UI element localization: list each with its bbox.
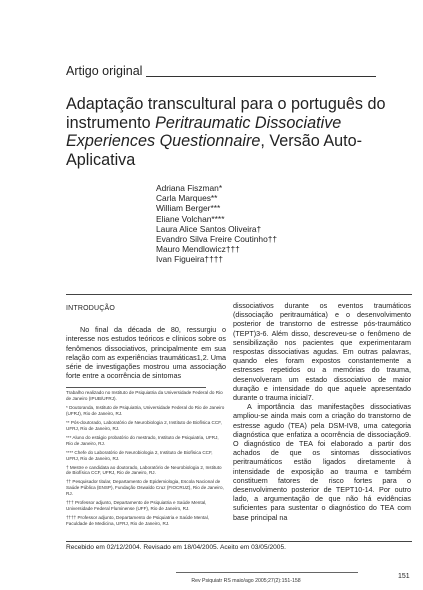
- footnote: †† Pesquisador titular, Departamento de Epidemiologia, Escola Nacional de Saúde Pública (ENSP), Fundação Oswaldo Cruz (FIOCRUZ), Rio de Janeiro, RJ.: [66, 479, 224, 497]
- author-name: William Berger***: [156, 203, 221, 214]
- received-dates: Recebido em 02/12/2004. Revisado em 18/04/2005. Aceito em 03/05/2005.: [66, 544, 286, 551]
- footnote: ††† Professor adjunto, Departamento de Psiquiatria e Saúde Mental, Universidade Federal Fluminense (UFF), Rio de Janeiro, RJ.: [66, 500, 207, 512]
- footnote-divider: [66, 387, 206, 388]
- intro-paragraph: No final da década de 80, ressurgiu o interesse nos estudos teóricos e clínicos sobre os fenômenos dissociativos, principalmente em sua relação com as experiências traumáticas1,2. Uma série de investigações mostrou uma associação forte entre a ocorrência de sintomas: [66, 325, 226, 381]
- journal-rule: [176, 572, 358, 573]
- title-part-1: Adaptação transcultural para o português do instrumento: [66, 95, 386, 132]
- header-divider: [66, 294, 412, 295]
- footer-divider: [66, 541, 412, 542]
- journal-reference: Rev Psiquiatr RS maio/ago 2005;27(2):151-158: [191, 578, 301, 584]
- author-name: Carla Marques**: [156, 193, 218, 204]
- author-name: Mauro Mendlowicz†††: [156, 244, 240, 255]
- body-paragraph: dissociativos durante os eventos traumáticos (dissociação peritraumática) e o desenvolvimento posterior de transtorno de estresse pós-traumático (TEPT)3-6. Além disso, descreveu-se o fenômeno de sensibilização nos pacientes que experimentaram respostas dissociativas agudas. Em outras palavras, quando eles foram expostos constantemente a estresses repetidos ou a memórias do trauma, desenvolveram um estado dissociativo de maior duração e intensidade do que aquele apresentado durante o trauma inicial7.: [233, 301, 411, 403]
- article-title: [66, 95, 386, 169]
- author-name: Laura Alice Santos Oliveira†: [156, 223, 262, 234]
- left-column: [66, 300, 226, 380]
- footnotes: [66, 390, 226, 530]
- author-name: Adriana Fiszman*: [156, 183, 223, 193]
- author-name: Ivan Figueira††††: [156, 254, 224, 265]
- author-name: Evandro Silva Freire Coutinho††: [156, 234, 278, 245]
- footnote: ** Pós-doutorado, Laboratório de Neurobiologia 2, Instituto de Biofísica CCF, UFRJ, Rio de Janeiro, RJ.: [66, 419, 222, 431]
- body-paragraph: A importância das manifestações dissociativas ampliou-se ainda mais com a criação do transtorno de estresse agudo (TEA) pela DSM-IV8, uma categoria diagnóstica que enfatiza a ocorrência de dissociação9. O diagnóstico de TEA foi elaborado a partir dos achados de que os sintomas dissociativos peritraumáticos estão ligados diretamente à intensidade de exposição ao trauma e também constituem fatores de risco fortes para o desenvolvimento posterior de TEPT10-14. Por outro lado, a argumentação de que não há evidências suficientes para sustentar o diagnóstico do TEA com base principal na: [233, 402, 411, 522]
- author-list: [156, 183, 277, 265]
- footnote: Trabalho realizado no Instituto de Psiquiatria da Universidade Federal do Rio de Janeiro (IPUB/UFRJ).: [66, 390, 223, 401]
- author-name: Eliane Volchan****: [156, 213, 225, 224]
- section-label: Artigo original: [66, 64, 143, 78]
- footnote: * Doutoranda, Instituto de Psiquiatria, Universidade Federal do Rio de Janeiro (UFRJ), Rio de Janeiro, RJ.: [66, 404, 225, 416]
- footnote: †††† Professor adjunto, Departamento de Psiquiatria e Saúde Mental, Faculdade de Medicina, UFRJ, Rio de Janeiro, RJ.: [66, 515, 210, 527]
- title-part-2: , Versão Auto-Aplicativa: [66, 132, 363, 169]
- right-column: [233, 301, 411, 522]
- intro-heading: INTRODUÇÃO: [66, 305, 116, 312]
- title-italic-instrument: Peritraumatic Dissociative Experiences Questionnaire: [66, 113, 342, 150]
- footnote: **** Chefe do Laboratório de Neurobiologia 2, Instituto de Biofísica CCF, UFRJ, Rio de Janeiro, RJ.: [66, 449, 213, 461]
- section-rule: [146, 76, 376, 77]
- page-number: 151: [398, 573, 410, 580]
- footnote: *** Aluno do estágio probatório do mestrado, Instituto de Psiquiatria, UFRJ, Rio de Janeiro, RJ.: [66, 434, 219, 446]
- footnote: † Mestre e candidata ao doutorado, Laboratório de Neurobiologia 2, Instituto de Biofísica CCF, UFRJ, Rio de Janeiro, RJ.: [66, 464, 222, 476]
